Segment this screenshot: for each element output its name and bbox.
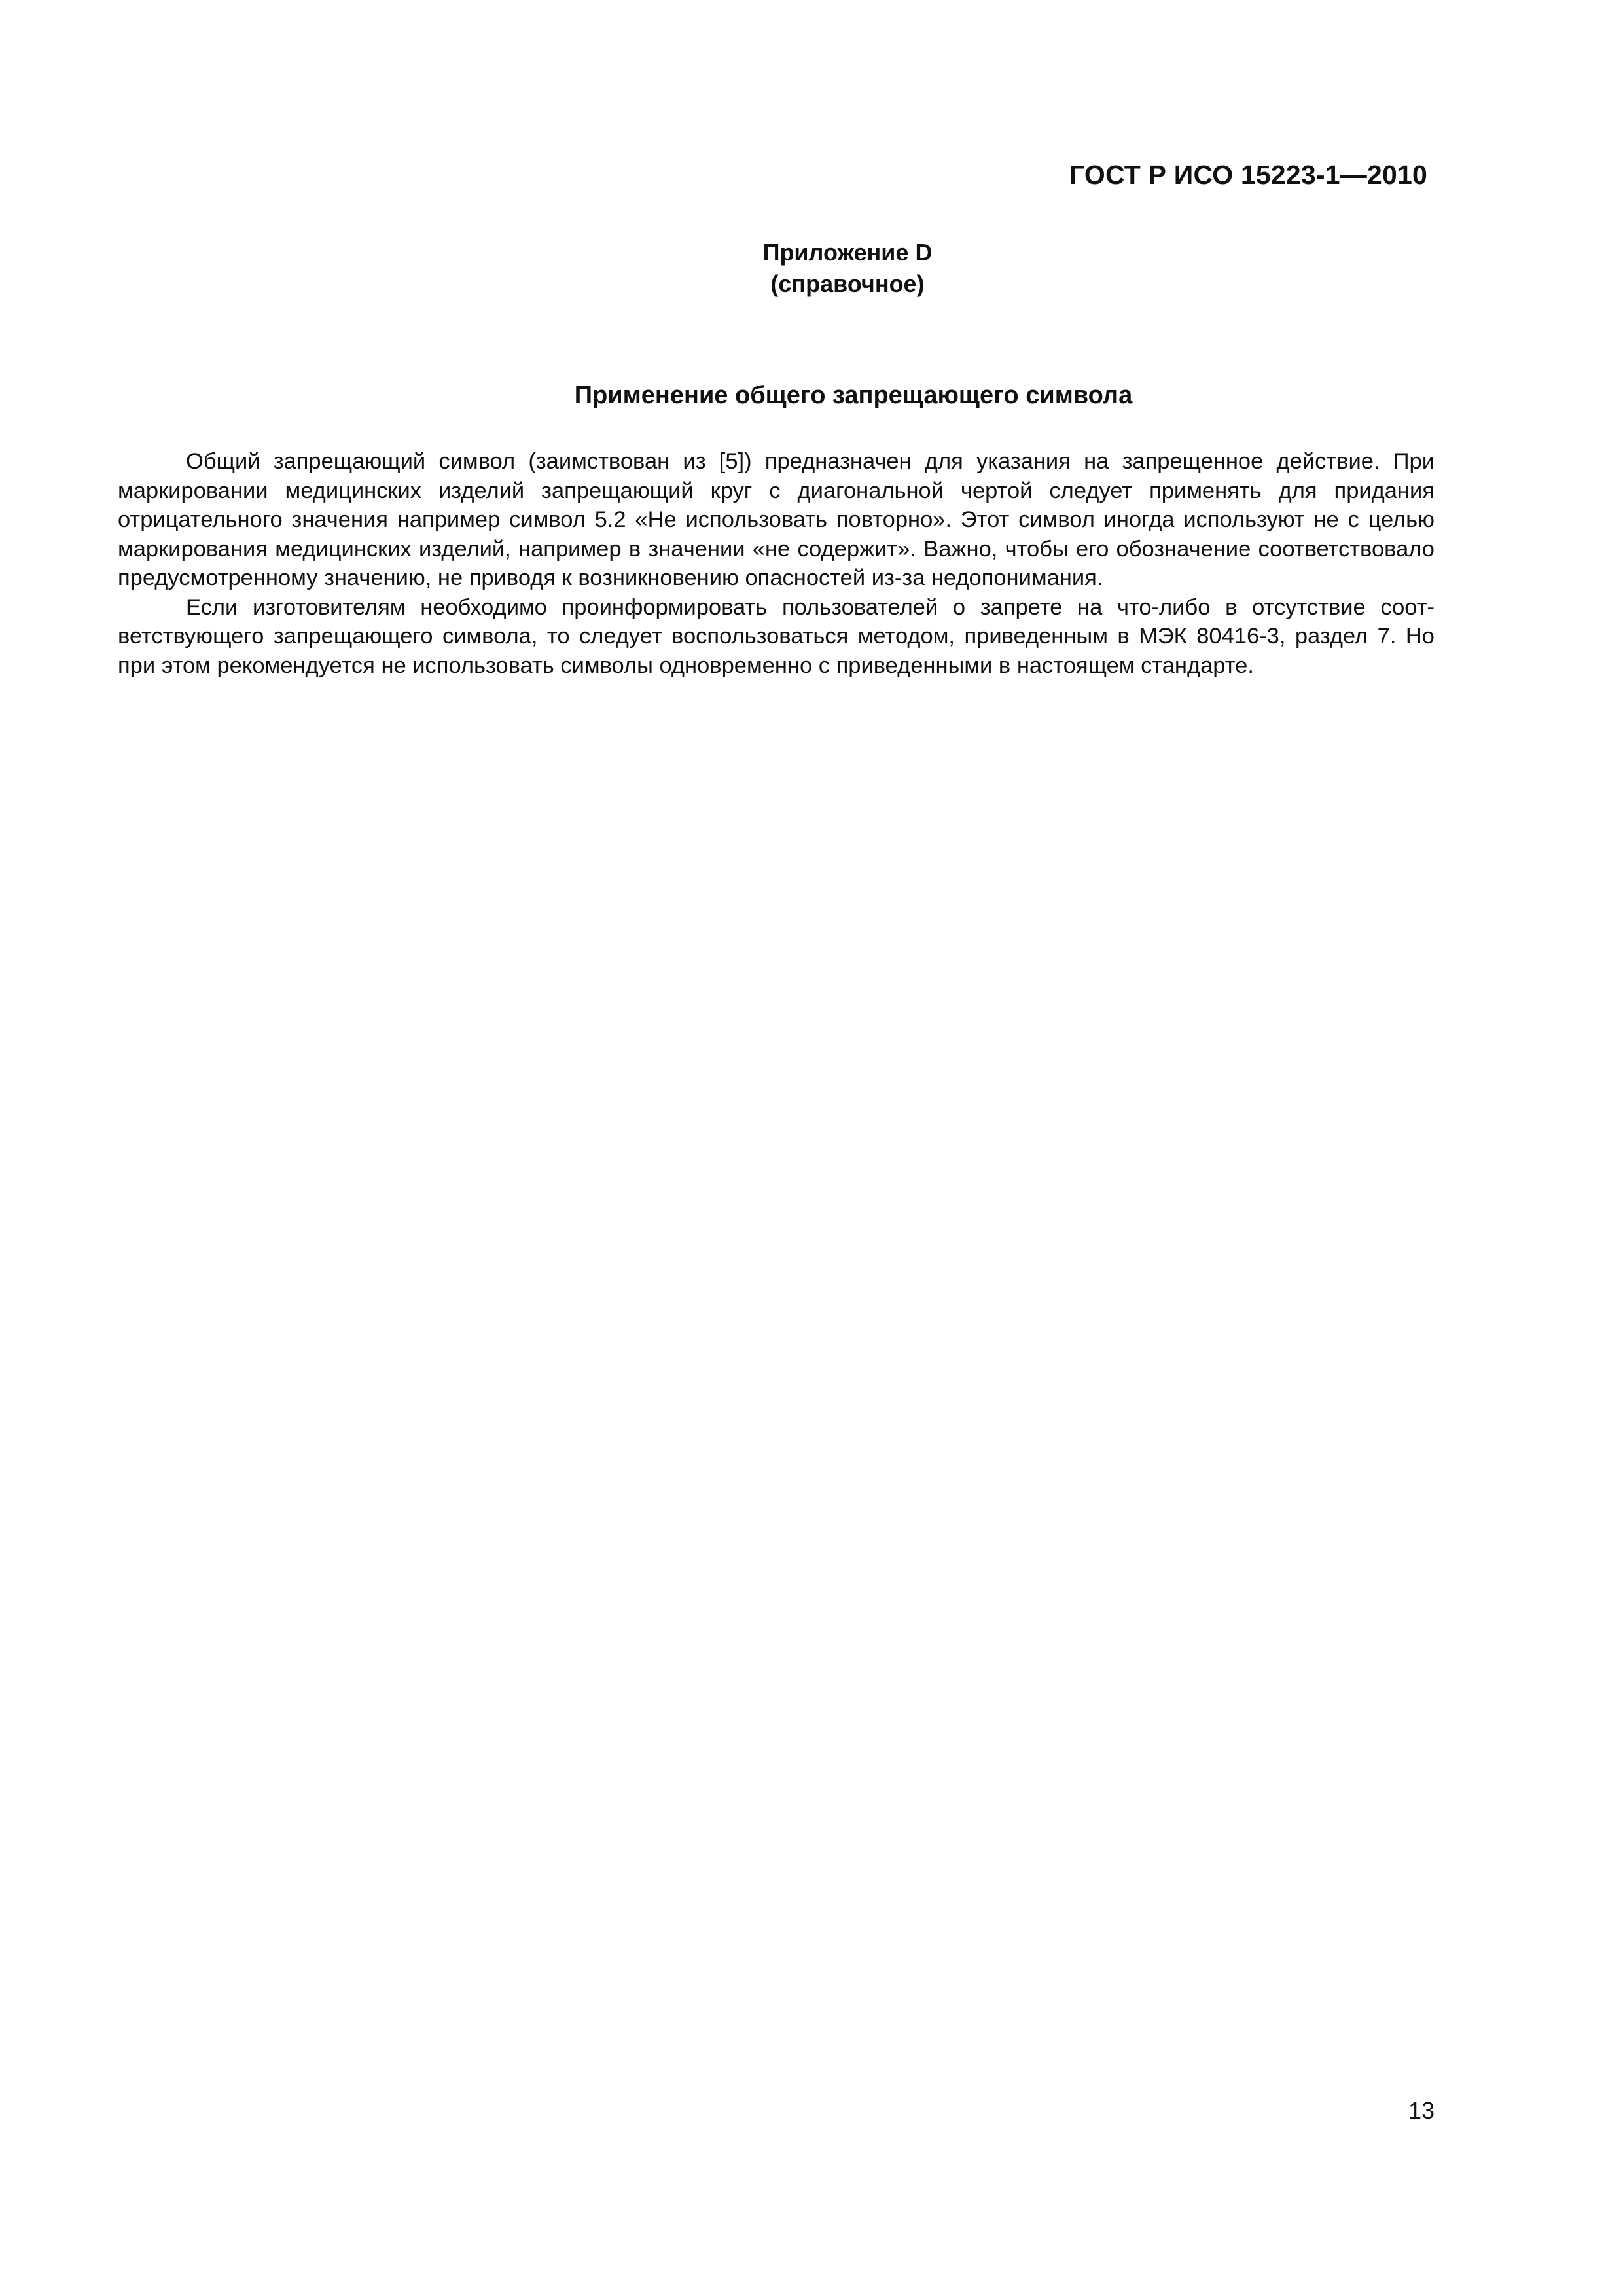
section-title-wrapper — [0, 382, 1623, 410]
body-text — [118, 447, 1435, 680]
paragraph-2: Если изготовителям необходимо проинформировать пользователей о запрете на что-либо в отсутствие соответствующего запрещающего символа, то следует воспользоваться методом, приведенным в МЭК 80416-3, раздел 7. Но при этом рекомендуется не использовать символы одновременно с приведенными в настоящем стандарте. — [118, 594, 1435, 678]
section-title: Применение общего запрещающего символа — [574, 382, 1133, 409]
annex-title: Приложение D — [762, 239, 933, 266]
annex-heading — [0, 237, 1623, 300]
annex-type: (справочное) — [770, 270, 925, 297]
paragraph-1: Общий запрещающий символ (заимствован из [5]) предназначен для указания на запрещенное действие. При маркировании медицинских изделий запрещающий круг с диагональной чертой следует применять для придания отрицательного значения например символ 5.2 «Не использовать повторно». Этот символ иногда используют не с целью маркирования медицинских изделий, например в значении «не содержит». Важно, чтобы его обозначение соответствовало предусмотренному значению, не приводя к возникновению опасностей из-за недопонимания. — [118, 449, 1435, 590]
page-number: 13 — [1408, 2097, 1435, 2124]
document-code-header: ГОСТ Р ИСО 15223-1—2010 — [1069, 160, 1427, 190]
